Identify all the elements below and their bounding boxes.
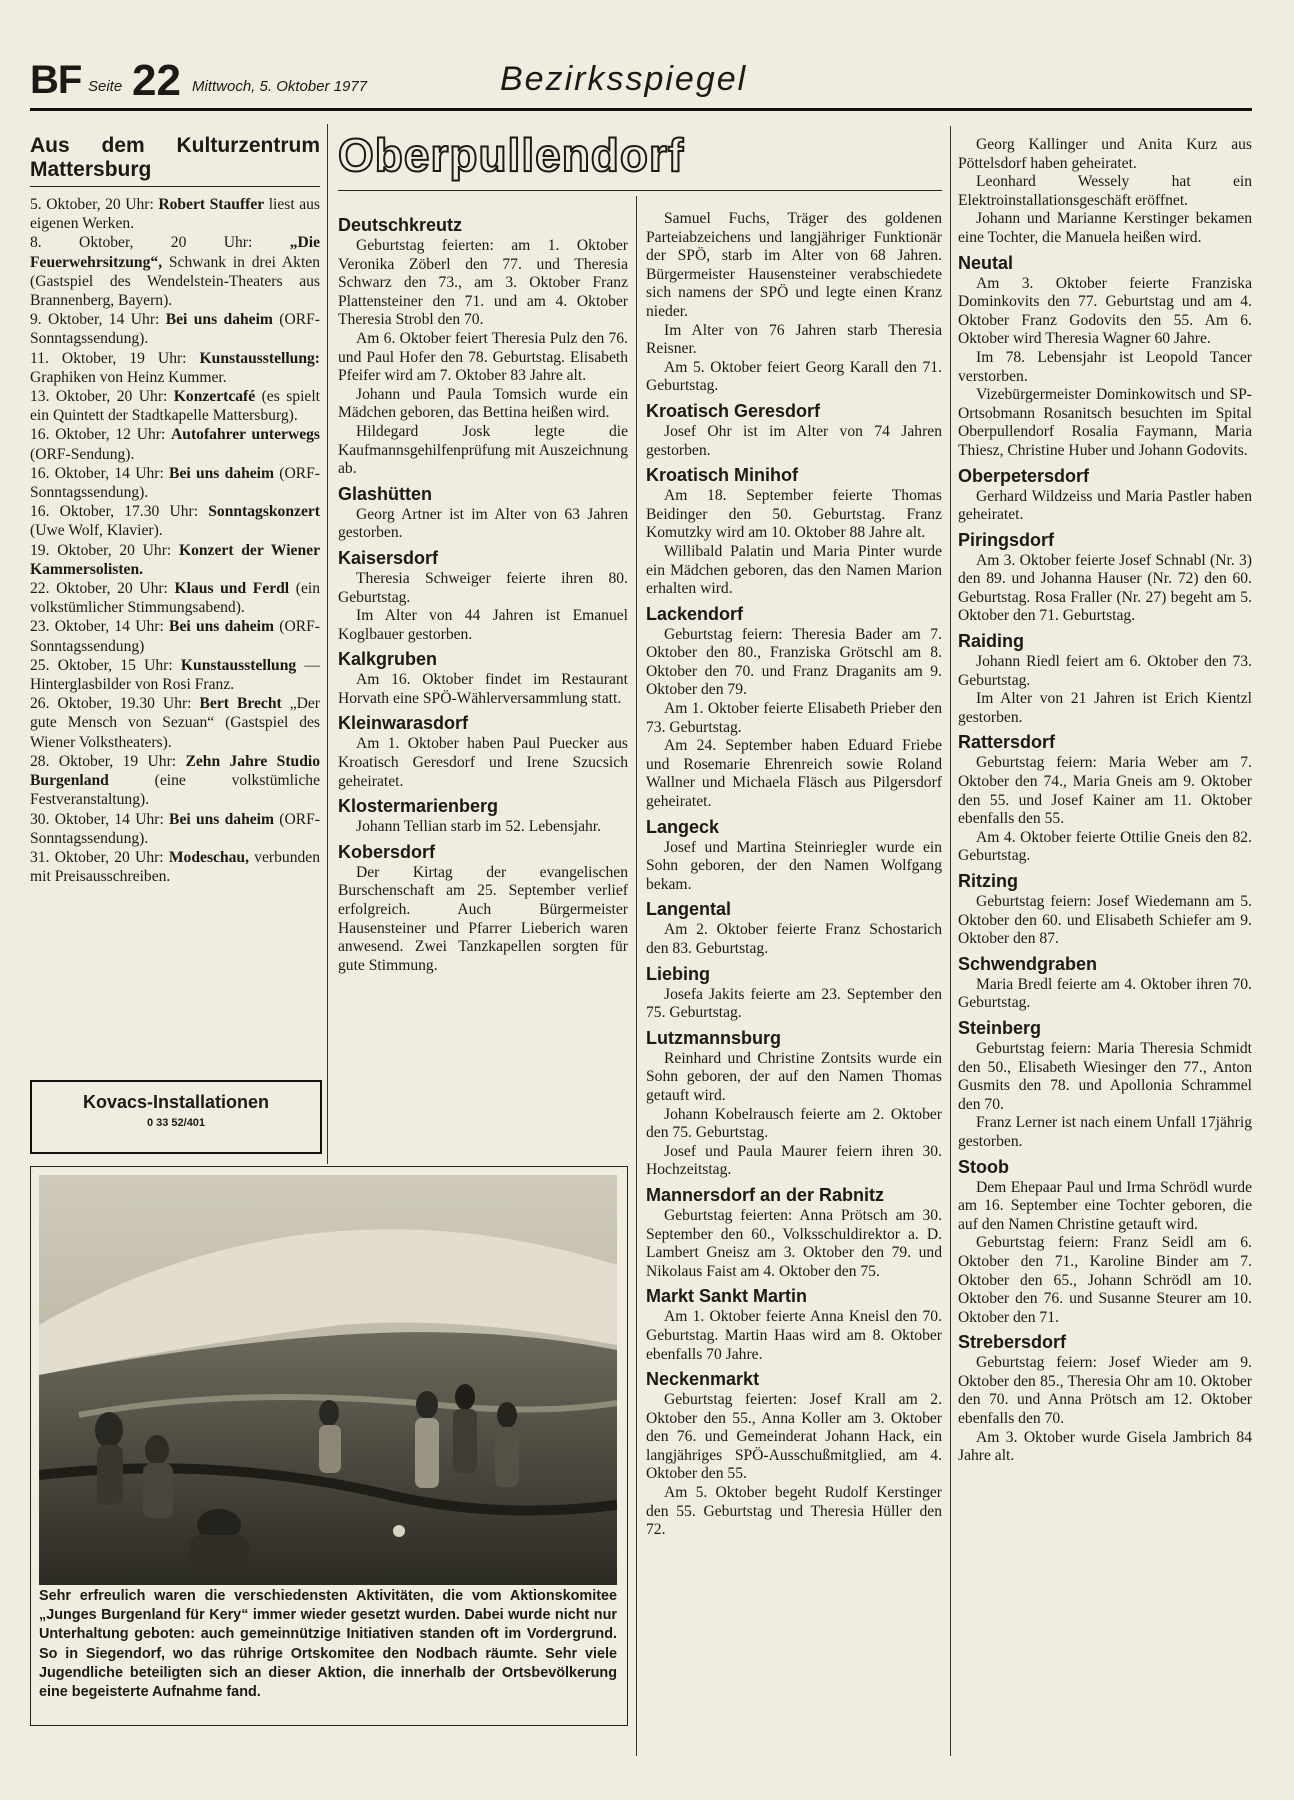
village-heading: Kalkgruben bbox=[338, 649, 438, 670]
event-date: 26. Oktober, 19.30 Uhr: bbox=[30, 695, 200, 713]
village-heading: Neckenmarkt bbox=[646, 1369, 760, 1390]
event-title: Bei uns daheim bbox=[169, 810, 275, 828]
news-paragraph: Theresia Schweiger feierte ihren 80. Geburtstag. bbox=[338, 569, 628, 606]
news-paragraph: Geburtstag feiern: Theresia Bader am 7. Oktober den 80., Franziska Grötschl am 8. Oktober den 70. und Franz Draganits am 9. Oktober den 79. bbox=[646, 625, 942, 699]
village-heading: Klostermarienberg bbox=[338, 796, 499, 817]
news-paragraph: Im 78. Lebensjahr ist Leopold Tancer verstorben. bbox=[958, 348, 1252, 385]
village-heading: Kleinwarasdorf bbox=[338, 713, 469, 734]
village-heading: Liebing bbox=[646, 963, 710, 984]
news-paragraph: Samuel Fuchs, Träger des goldenen Parteiabzeichens und langjähriger Funktionär der SPÖ, starb im Alter von 68 Jahren. Bürgermeister Hausensteiner verabschiedete sich namens der SPÖ und legte einen Kranz nieder. bbox=[646, 210, 942, 320]
kulturzentrum-title: Aus dem Kulturzentrum Mattersburg bbox=[30, 134, 320, 187]
event-item bbox=[30, 810, 320, 848]
news-column-2 bbox=[338, 210, 628, 975]
news-paragraph: Georg Artner ist im Alter von 63 Jahren gestorben. bbox=[338, 505, 628, 542]
news-paragraph: Johann Tellian starb im 52. Lebensjahr. bbox=[356, 818, 602, 836]
news-paragraph: Josef und Paula Maurer feiern ihren 30. Hochzeitstag. bbox=[646, 1142, 942, 1179]
event-detail: liest aus eigenen Werken. bbox=[30, 196, 320, 233]
village-heading: Langental bbox=[646, 899, 732, 920]
news-paragraph: Am 3. Oktober feierte Franziska Dominkovits den 77. Geburtstag und am 4. Oktober Franz Godovits den 55. Am 6. Oktober wird Theresia Wagner 60 Jahre. bbox=[958, 274, 1252, 348]
event-detail: „Der gute Mensch von Sezuan“ (Gastspiel des Wiener Volkstheaters). bbox=[30, 695, 320, 751]
event-item bbox=[30, 541, 320, 579]
event-title: Konzert der Wiener Kammersolisten. bbox=[30, 541, 320, 578]
event-date: 16. Oktober, 12 Uhr: bbox=[30, 426, 172, 444]
news-column-3 bbox=[646, 210, 942, 1540]
news-paragraph: Gerhard Wildzeiss und Maria Pastler haben geheiratet. bbox=[958, 487, 1252, 524]
village-heading: Schwendgraben bbox=[958, 953, 1098, 974]
event-title: Modeschau, bbox=[168, 848, 249, 866]
news-paragraph: Am 3. Oktober wurde Gisela Jambrich 84 Jahre alt. bbox=[958, 1428, 1252, 1465]
column-divider bbox=[950, 126, 951, 1756]
paper-logo: BF bbox=[30, 58, 82, 102]
news-paragraph: Geburtstag feiern: Maria Theresia Schmidt den 50., Elisabeth Wiesinger den 77., Anton Gusmits den 78. und Apollonia Schrammel den 70. bbox=[958, 1039, 1252, 1113]
section-title: Bezirksspiegel bbox=[500, 60, 748, 98]
news-paragraph: Geburtstag feierten: Josef Krall am 2. Oktober den 55., Anna Koller am 3. Oktober den 76. und Gemeinderat Johann Hack, ein langjähriges SPÖ-Ausschußmitglied, am 4. Oktober den 55. bbox=[646, 1391, 942, 1483]
event-detail: verbunden mit Preisausschreiben. bbox=[30, 848, 320, 886]
news-paragraph: Am 2. Oktober feierte Franz Schostarich den 83. Geburtstag. bbox=[646, 921, 942, 957]
event-date: 9. Oktober, 14 Uhr: bbox=[30, 311, 166, 329]
event-date: 11. Oktober, 19 Uhr: bbox=[30, 349, 200, 367]
event-list bbox=[30, 195, 320, 886]
event-item bbox=[30, 848, 320, 886]
village-heading: Oberpetersdorf bbox=[958, 465, 1090, 486]
event-date: 31. Oktober, 20 Uhr: bbox=[30, 848, 169, 866]
event-item bbox=[30, 233, 320, 310]
news-paragraph: Reinhard und Christine Zontsits wurde ein Sohn geboren, der auf den Namen Thomas getauft wird. bbox=[646, 1049, 942, 1104]
event-title: Zehn Jahre Studio Burgenland bbox=[30, 752, 320, 790]
event-item bbox=[30, 425, 320, 463]
news-paragraph: Willibald Palatin und Maria Pinter wurde ein Mädchen geboren, das den Namen Marion erhalten wird. bbox=[646, 542, 942, 598]
event-item bbox=[30, 310, 320, 348]
volunteers-photo bbox=[39, 1175, 617, 1585]
event-date: 30. Oktober, 14 Uhr: bbox=[30, 810, 170, 828]
column-divider bbox=[327, 124, 328, 1164]
event-detail: (ORF-Sonntagssendung). bbox=[30, 311, 320, 348]
news-paragraph: Johann Riedl feiert am 6. Oktober den 73. Geburtstag. bbox=[958, 653, 1252, 689]
event-item bbox=[30, 579, 320, 617]
event-item bbox=[30, 387, 320, 425]
news-paragraph: Am 4. Oktober feierte Ottilie Gneis den 82. Geburtstag. bbox=[958, 828, 1252, 865]
news-paragraph: Franz Lerner ist nach einem Unfall 17jährig gestorben. bbox=[958, 1114, 1252, 1150]
column-divider bbox=[636, 196, 637, 1756]
event-detail: (ein volkstümlicher Stimmungsabend). bbox=[30, 580, 320, 617]
village-heading: Strebersdorf bbox=[958, 1332, 1067, 1353]
news-paragraph: Johann Kobelrausch feierte am 2. Oktober den 75. Geburtstag. bbox=[646, 1105, 942, 1142]
news-paragraph: Johann und Paula Tomsich wurde ein Mädchen geboren, das Bettina heißen wird. bbox=[338, 385, 628, 422]
event-detail: (ORF-Sonntagssendung). bbox=[30, 464, 320, 502]
event-date: 16. Oktober, 14 Uhr: bbox=[30, 464, 170, 482]
event-title: Bei uns daheim bbox=[169, 464, 275, 482]
event-detail: (ORF-Sonntagssendung) bbox=[30, 618, 320, 655]
event-detail: (ORF-Sendung). bbox=[30, 445, 135, 463]
event-date: 16. Oktober, 17.30 Uhr: bbox=[30, 503, 209, 521]
village-heading: Kroatisch Minihof bbox=[646, 465, 798, 486]
event-title: Bei uns daheim bbox=[169, 618, 275, 636]
news-paragraph: Leonhard Wessely hat ein Elektroinstallationsgeschäft eröffnet. bbox=[958, 173, 1252, 209]
news-paragraph: Geburtstag feiern: Maria Weber am 7. Oktober den 74., Maria Gneis am 9. Oktober den 55. und Josef Kainer am 11. Oktober ebenfalls den 55. bbox=[958, 754, 1252, 828]
event-item bbox=[30, 502, 320, 540]
village-heading: Neutal bbox=[958, 252, 1014, 273]
event-title: Kunstausstellung bbox=[180, 656, 297, 674]
event-detail: (Uwe Wolf, Klavier). bbox=[30, 522, 163, 540]
advertisement bbox=[30, 1080, 322, 1154]
news-paragraph: Am 5. Oktober begeht Rudolf Kerstinger den 55. Geburtstag und Theresia Hüller den 72. bbox=[646, 1484, 942, 1539]
news-column-4 bbox=[958, 136, 1252, 1466]
photo-box bbox=[30, 1166, 628, 1726]
district-heading bbox=[338, 128, 942, 191]
village-heading: Deutschkreutz bbox=[338, 215, 463, 235]
news-paragraph: Georg Kallinger und Anita Kurz aus Pöttelsdorf haben geheiratet. bbox=[958, 136, 1252, 172]
news-paragraph: Johann und Marianne Kerstinger bekamen eine Tochter, die Manuela heißen wird. bbox=[958, 210, 1252, 246]
event-detail: Schwank in drei Akten (Gastspiel des Wendelstein-Theaters aus Brannenberg, Bayern). bbox=[30, 253, 320, 310]
news-paragraph: Josefa Jakits feierte am 23. September den 75. Geburtstag. bbox=[646, 985, 942, 1022]
page-label: Seite bbox=[88, 78, 123, 95]
ad-company-name: Kovacs-Installationen bbox=[82, 1092, 270, 1112]
masthead bbox=[30, 56, 1252, 111]
photo-caption: Sehr erfreulich waren die verschiedensten Aktivitäten, die vom Aktionskomitee „Junges Burgenland für Kery“ immer wieder gesetzt wurden. Dabei wurde nicht nur Unterhaltung geboten: auch gemeinnützige Initiativen standen oft im Vordergrund. So in Siegendorf, wo das rührige Ortskomitee den Nodbach räumte. Sehr viele Jugendliche beteiligten sich an dieser Aktion, die innerhalb der Ortsbevölkerung eine begeisterte Aufnahme fand. bbox=[39, 1588, 617, 1701]
event-title: Kunstausstellung: bbox=[199, 349, 320, 367]
news-paragraph: Am 24. September haben Eduard Friebe und Rosemarie Ehrenreich sowie Roland Wallner und Michaela Fläsch aus Pilgersdorf geheiratet. bbox=[646, 737, 942, 811]
event-title: Klaus und Ferdl bbox=[174, 580, 290, 598]
village-heading: Steinberg bbox=[958, 1017, 1042, 1038]
ad-phone: 0 33 52/401 bbox=[146, 1117, 206, 1129]
village-heading: Langeck bbox=[646, 816, 720, 837]
village-heading: Kobersdorf bbox=[338, 841, 436, 862]
event-item bbox=[30, 464, 320, 502]
district-title: Oberpullendorf bbox=[338, 129, 685, 181]
news-paragraph: Am 18. September feierte Thomas Beidinger den 50. Geburtstag. Franz Komutzky wird am 10. Oktober 88 Jahre alt. bbox=[646, 487, 942, 542]
village-heading: Ritzing bbox=[958, 871, 1018, 891]
village-heading: Piringsdorf bbox=[958, 529, 1055, 550]
village-heading: Lutzmannsburg bbox=[646, 1027, 781, 1048]
village-heading: Stoob bbox=[958, 1156, 1009, 1177]
event-detail: — Hinterglasbilder von Rosi Franz. bbox=[30, 656, 320, 694]
event-detail: (eine volkstümliche Festveranstaltung). bbox=[30, 772, 320, 809]
kulturzentrum-column bbox=[30, 134, 320, 886]
event-date: 25. Oktober, 15 Uhr: bbox=[30, 656, 181, 674]
event-item bbox=[30, 617, 320, 655]
news-paragraph: Dem Ehepaar Paul und Irma Schrödl wurde am 16. September eine Tochter geboren, die auf den Namen Christine getauft wird. bbox=[958, 1178, 1252, 1233]
village-heading: Raiding bbox=[958, 631, 1024, 652]
event-title: Konzertcafé bbox=[173, 388, 256, 406]
news-paragraph: Am 16. Oktober findet im Restaurant Horvath eine SPÖ-Wählerversammlung statt. bbox=[338, 671, 628, 707]
village-heading: Lackendorf bbox=[646, 603, 744, 624]
news-paragraph: Josef Ohr ist im Alter von 74 Jahren gestorben. bbox=[646, 422, 942, 459]
news-paragraph: Am 1. Oktober feierte Anna Kneisl den 70. Geburtstag. Martin Haas wird am 8. Oktober ebenfalls 70 Jahre. bbox=[646, 1308, 942, 1363]
news-paragraph: Geburtstag feiern: Josef Wiedemann am 5. Oktober den 60. und Elisabeth Schiefer am 9. Oktober den 87. bbox=[958, 893, 1252, 948]
event-date: 22. Oktober, 20 Uhr: bbox=[30, 580, 175, 598]
issue-date: Mittwoch, 5. Oktober 1977 bbox=[192, 78, 368, 95]
event-date: 28. Oktober, 19 Uhr: bbox=[30, 752, 186, 770]
news-paragraph: Maria Bredl feierte am 4. Oktober ihren 70. Geburtstag. bbox=[958, 975, 1252, 1012]
news-paragraph: Vizebürgermeister Dominkowitsch und SP-Ortsobmann Rosanitsch besuchten im Spital Oberpullendorf Rosalia Faymann, Maria Thiesz, Christine Huber und Johann Godovits. bbox=[958, 386, 1252, 459]
village-heading: Kroatisch Geresdorf bbox=[646, 400, 821, 421]
event-title: Sonntagskonzert bbox=[208, 503, 320, 521]
event-item bbox=[30, 752, 320, 810]
village-heading: Rattersdorf bbox=[958, 732, 1056, 753]
news-paragraph: Am 5. Oktober feiert Georg Karall den 71. Geburtstag. bbox=[646, 358, 942, 395]
event-date: 23. Oktober, 14 Uhr: bbox=[30, 618, 170, 636]
news-paragraph: Im Alter von 76 Jahren starb Theresia Reisner. bbox=[646, 321, 942, 358]
news-paragraph: Am 1. Oktober feierte Elisabeth Prieber den 73. Geburtstag. bbox=[646, 700, 942, 736]
event-item bbox=[30, 349, 320, 387]
event-detail: (ORF-Sonntagssendung). bbox=[30, 810, 320, 847]
news-paragraph: Hildegard Josk legte die Kaufmannsgehilfenprüfung mit Auszeichnung ab. bbox=[338, 422, 628, 478]
event-item bbox=[30, 656, 320, 694]
news-paragraph: Geburtstag feiern: Josef Wieder am 9. Oktober den 85., Theresia Ohr am 10. Oktober den 70. und Anna Prötsch am 12. Oktober ebenfalls den 70. bbox=[958, 1354, 1252, 1428]
event-title: Autofahrer unterwegs bbox=[171, 426, 320, 444]
event-title: Bei uns daheim bbox=[165, 311, 273, 329]
event-detail: Graphiken von Heinz Kummer. bbox=[30, 368, 227, 386]
news-paragraph: Im Alter von 21 Jahren ist Erich Kientzl gestorben. bbox=[958, 690, 1252, 726]
news-paragraph: Am 6. Oktober feiert Theresia Pulz den 76. und Paul Hofer den 78. Geburtstag. Elisabeth Pfeifer wird am 7. Oktober 83 Jahre alt. bbox=[338, 329, 628, 385]
event-detail: (es spielt ein Quintett der Stadtkapelle Mattersburg). bbox=[30, 388, 321, 425]
event-title: Robert Stauffer bbox=[158, 196, 265, 213]
event-title: Bert Brecht bbox=[199, 695, 282, 713]
village-heading: Glashütten bbox=[338, 483, 433, 504]
news-paragraph: Geburtstag feiern: Franz Seidl am 6. Oktober den 71., Karoline Binder am 7. Oktober den 65., Johann Schrödl am 10. Oktober den 76. und Susanne Steurer am 10. Oktober den 71. bbox=[958, 1234, 1252, 1326]
event-date: 19. Oktober, 20 Uhr: bbox=[30, 541, 179, 559]
event-item bbox=[30, 694, 320, 752]
event-title: „Die Feuerwehrsitzung“, bbox=[30, 234, 320, 271]
event-date: 8. Oktober, 20 Uhr: bbox=[30, 234, 290, 252]
news-paragraph: Am 3. Oktober feierte Josef Schnabl (Nr. 3) den 89. und Johanna Hauser (Nr. 72) den 60. Geburtstag. Rosa Fraller (Nr. 27) begeht am 5. Oktober den 71. Geburtstag. bbox=[958, 551, 1252, 625]
event-date: 13. Oktober, 20 Uhr: bbox=[30, 388, 174, 406]
village-heading: Markt Sankt Martin bbox=[646, 1286, 808, 1307]
news-paragraph: Geburtstag feierten: am 1. Oktober Veronika Zöberl den 77. und Theresia Schwarz den 73., am 3. Oktober Franz Plattensteiner den 71. und am 4. Oktober Theresia Strobl den 70. bbox=[338, 237, 628, 329]
page-number: 22 bbox=[132, 56, 181, 105]
news-paragraph: Im Alter von 44 Jahren ist Emanuel Koglbauer gestorben. bbox=[338, 607, 628, 643]
event-item bbox=[30, 195, 320, 233]
news-paragraph: Am 1. Oktober haben Paul Puecker aus Kroatisch Geresdorf und Irene Szucsich geheiratet. bbox=[338, 735, 628, 790]
news-paragraph: Geburtstag feierten: Anna Prötsch am 30. September den 60., Volksschuldirektor a. D. Lambert Gneisz am 3. Oktober den 79. und Nikolaus Faist am 4. Oktober den 75. bbox=[646, 1206, 942, 1280]
news-paragraph: Josef und Martina Steinriegler wurde ein Sohn geboren, der den Namen Wolfgang bekam. bbox=[646, 838, 942, 893]
village-heading: Mannersdorf an der Rabnitz bbox=[646, 1184, 885, 1205]
news-paragraph: Der Kirtag der evangelischen Burschenschaft am 25. September verlief erfolgreich. Auch Bürgermeister Hausensteiner und Pfarrer Lieberich waren anwesend. Zwei Tanzkapellen sorgten für gute Stimmung. bbox=[338, 863, 628, 974]
event-date: 5. Oktober, 20 Uhr: bbox=[30, 196, 159, 213]
village-heading: Kaisersdorf bbox=[338, 547, 439, 568]
